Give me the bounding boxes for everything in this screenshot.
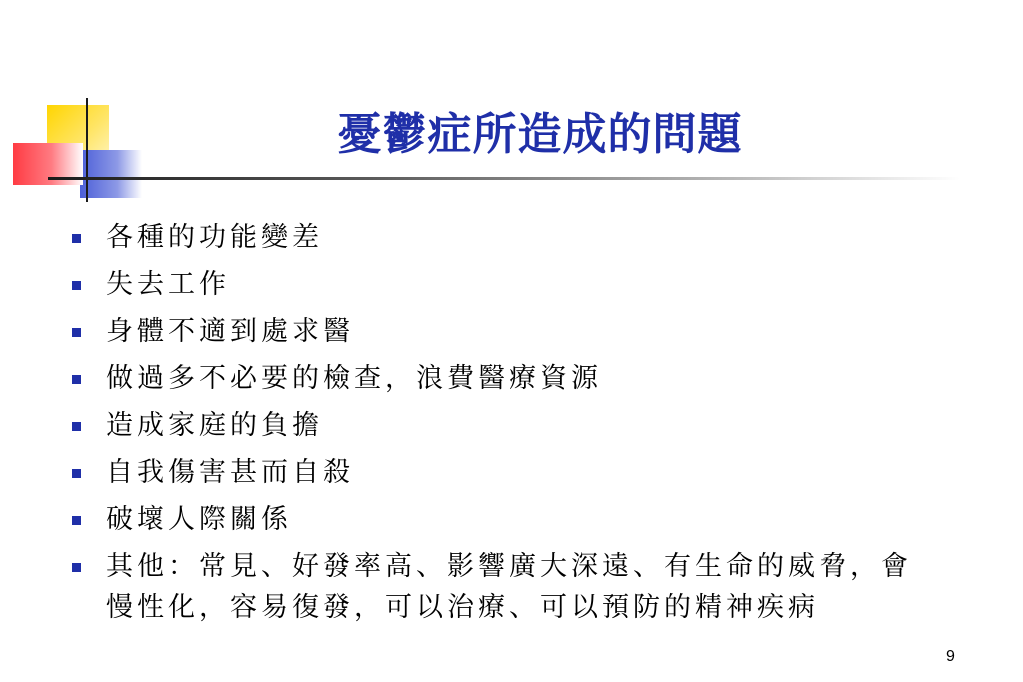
page-number: 9 [946,648,955,665]
square-bullet-icon [72,469,81,478]
square-bullet-icon [72,422,81,431]
vertical-rule [86,98,88,202]
blue-square-decoration [80,150,142,198]
bullet-text: 其他：常見、好發率高、影響廣大深遠、有生命的威脅，會慢性化，容易復發，可以治療、可以預防的精神疾病 [106,551,912,623]
square-bullet-icon [72,516,81,525]
square-bullet-icon [72,563,81,572]
square-bullet-icon [72,234,81,243]
bullet-text: 失去工作 [106,269,230,300]
bullet-text: 身體不適到處求醫 [106,316,354,347]
bullet-text: 破壞人際關係 [106,504,292,535]
bullet-item [70,309,930,354]
title-underline-rule [48,177,960,180]
bullet-item [70,450,930,495]
bullet-text: 各種的功能變差 [106,222,323,253]
bullet-item [70,215,930,260]
bullet-text: 做過多不必要的檢查，浪費醫療資源 [106,363,602,394]
bullet-item [70,497,930,542]
square-bullet-icon [72,375,81,384]
bullet-list [70,215,930,630]
square-bullet-icon [72,328,81,337]
bullet-item [70,356,930,401]
bullet-text: 造成家庭的負擔 [106,410,323,441]
bullet-item [70,403,930,448]
slide-title: 憂鬱症所造成的問題 [337,109,743,160]
bullet-item [70,262,930,307]
bullet-item [70,546,930,628]
bullet-text: 自我傷害甚而自殺 [106,457,354,488]
square-bullet-icon [72,281,81,290]
